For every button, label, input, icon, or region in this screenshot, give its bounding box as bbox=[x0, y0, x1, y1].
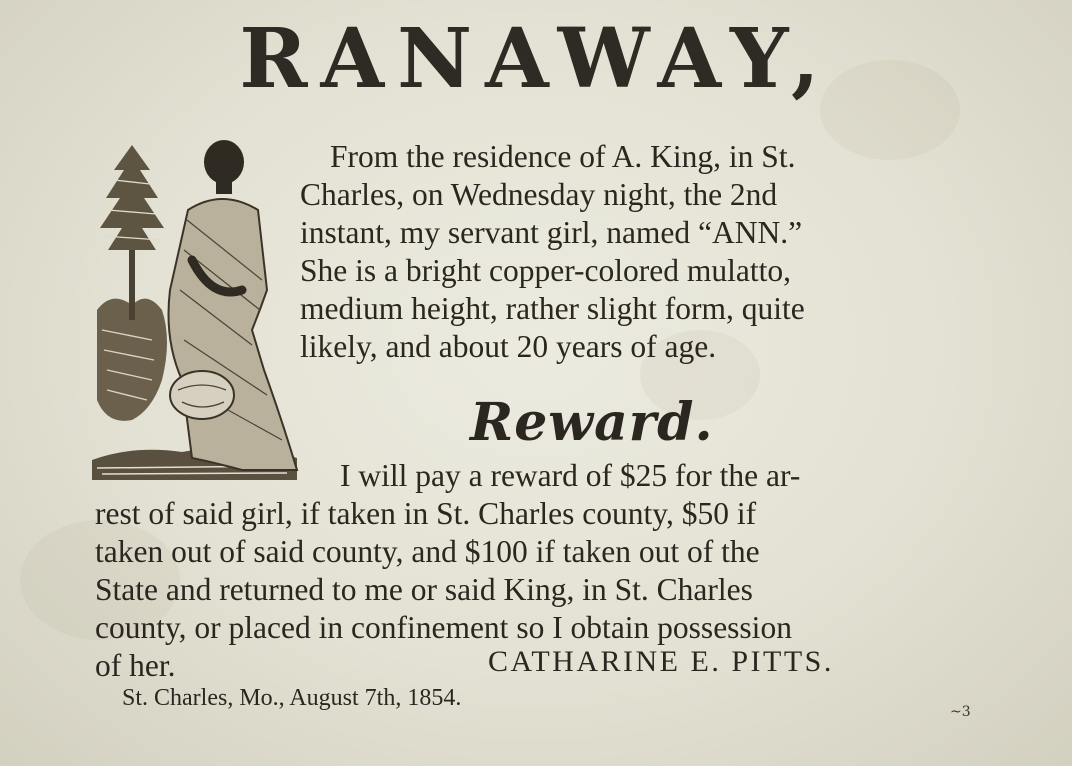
dateline: St. Charles, Mo., August 7th, 1854. bbox=[122, 685, 462, 711]
description-line: From the residence of A. King, in St. bbox=[330, 139, 796, 174]
description-line: medium height, rather slight form, quite bbox=[300, 291, 805, 326]
corner-mark: ~3 bbox=[950, 704, 971, 720]
reward-line: of her. bbox=[95, 648, 176, 683]
reward-line: State and returned to me or said King, in St. Charles bbox=[95, 572, 753, 607]
notice-title: RANAWAY, bbox=[239, 11, 833, 107]
reward-line: taken out of said county, and $100 if taken out of the bbox=[95, 534, 760, 569]
reward-line: I will pay a reward of $25 for the ar- bbox=[340, 458, 801, 493]
description-line: likely, and about 20 years of age. bbox=[300, 329, 717, 364]
reward-heading: Reward. bbox=[470, 392, 714, 453]
description-line: instant, my servant girl, named “ANN.” bbox=[300, 215, 803, 250]
reward-line: rest of said girl, if taken in St. Charles county, $50 if bbox=[95, 496, 757, 531]
signature: CATHARINE E. PITTS. bbox=[488, 645, 834, 678]
description-line: Charles, on Wednesday night, the 2nd bbox=[300, 177, 778, 212]
description-line: She is a bright copper-colored mulatto, bbox=[300, 253, 791, 288]
woodcut-illustration bbox=[92, 140, 302, 490]
reward-line: county, or placed in confinement so I obtain possession bbox=[95, 610, 792, 645]
